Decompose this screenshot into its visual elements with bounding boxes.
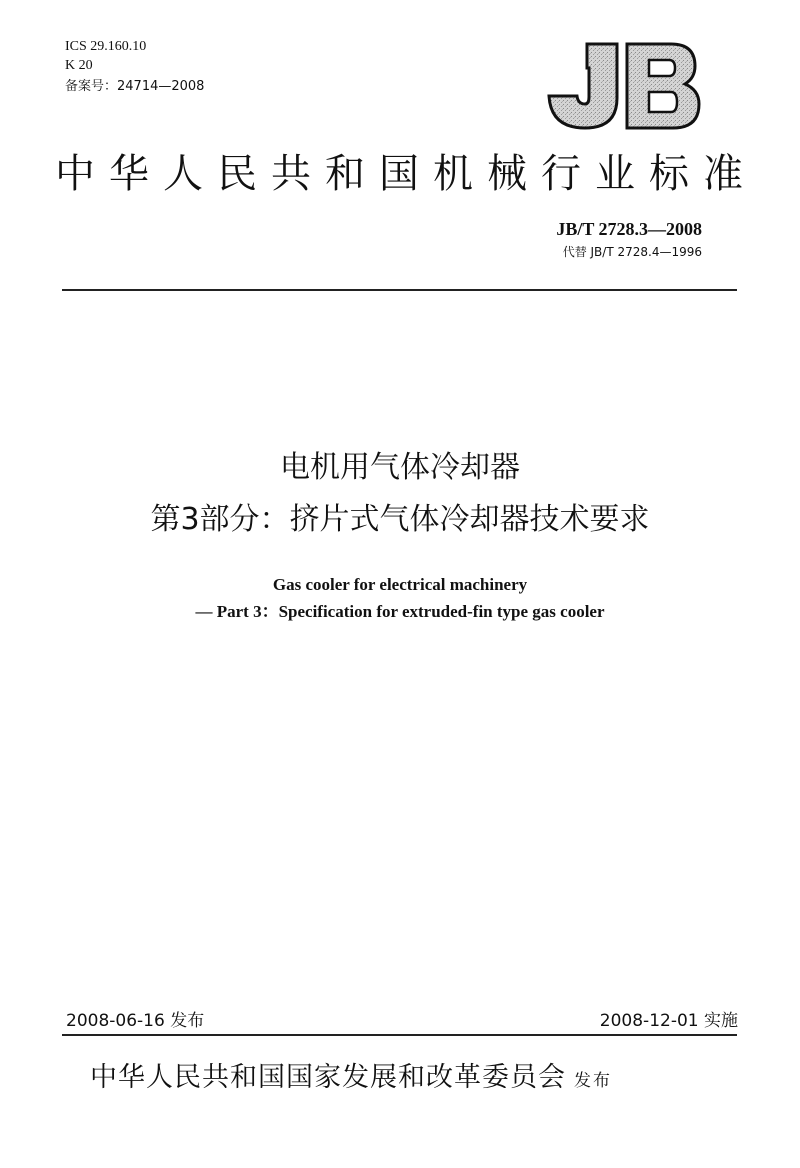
publisher-suffix: 发布 — [574, 1071, 612, 1091]
title-cn-line2: 第3部分：挤片式气体冷却器技术要求 — [150, 502, 650, 537]
divider-bottom — [62, 1034, 737, 1036]
publish-date: 2008-06-16 发布 — [66, 1011, 205, 1031]
publisher-name: 中华人民共和国国家发展和改革委员会 — [90, 1062, 566, 1093]
standard-number: JB/T 2728.3—2008 — [556, 219, 702, 239]
publisher — [90, 1060, 612, 1099]
ics-code: ICS 29.160.10 — [65, 39, 147, 54]
replaces-standard: 代替 JB/T 2728.4—1996 — [562, 245, 702, 259]
standard-title: 中华人民共和国机械行业标准 — [55, 151, 757, 197]
classification-code: K 20 — [65, 58, 93, 73]
jb-logo — [543, 40, 708, 132]
title-en-line2: — Part 3：Specification for extruded-fin type gas cooler — [195, 602, 605, 621]
title-cn-line1: 电机用气体冷却器 — [280, 450, 520, 485]
record-number: 备案号：24714—2008 — [65, 79, 205, 94]
title-en-line1: Gas cooler for electrical machinery — [272, 575, 528, 594]
divider-top — [62, 289, 737, 291]
implement-date: 2008-12-01 实施 — [599, 1011, 738, 1031]
